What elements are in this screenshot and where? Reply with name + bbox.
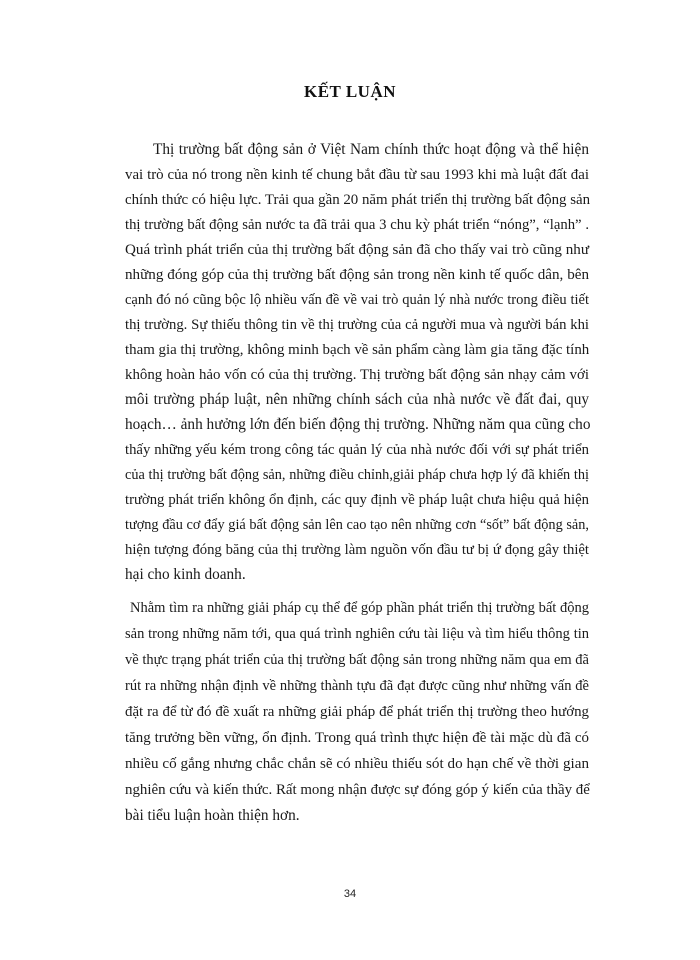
text-line: không hoàn hảo vốn có của thị trường. Thị trường bất động sản nhạy cảm với [125,367,589,383]
text-line: thị trường. Sự thiếu thông tin về thị trường của cả người mua và người bán khi [125,317,589,333]
page-number: 34 [343,888,357,900]
text-line: hoạch… ảnh hưởng lớn đến biến động thị trường. Những năm qua cũng cho [125,416,591,433]
text-line: đặt ra để từ đó đề xuất ra những giải pháp để phát triển thị trường theo hướng [125,704,589,720]
text-line: cạnh đó nó cũng bộc lộ nhiều vấn đề về vai trò quản lý nhà nước trong điều tiết [125,292,589,308]
text-line: tăng trưởng bền vững, ổn định. Trong quá trình thực hiện đề tài mặc dù đã có [125,730,589,746]
text-line: thấy những yếu kém trong công tác quản lý của nhà nước đối với sự phát triển [125,442,589,458]
text-line: về thực trạng phát triển của thị trường bất động sản trong những năm qua em đã [125,652,589,668]
text-line: nghiên cứu và kiến thức. Rất mong nhận được sự đóng góp ý kiến của thầy để [125,782,590,798]
text-line: nhiều cố gắng nhưng chắc chắn sẽ có nhiều thiếu sót do hạn chế về thời gian [125,756,589,772]
text-line: những đóng góp của thị trường bất động sản trong nền kinh tế quốc dân, bên [125,267,589,283]
text-line: bài tiểu luận hoàn thiện hơn. [125,807,300,824]
text-line: hiện tượng đóng băng của thị trường làm nguồn vốn đầu tư bị ứ đọng gây thiệt [125,542,589,558]
text-line: Quá trình phát triển của thị trường bất động sản đã cho thấy vai trò cũng như [125,242,589,258]
page-title: KẾT LUẬN [303,82,396,101]
text-line: sản trong những năm tới, qua quá trình nghiên cứu tài liệu và tìm hiểu thông tin [125,626,589,642]
text-line: chính thức có hiệu lực. Trải qua gần 20 năm phát triển thị trường bất động sản [125,192,591,208]
text-line: tượng đầu cơ đẩy giá bất động sản lên cao tạo nên những cơn “sốt” bất động sản, [125,517,589,533]
text-line: tham gia thị trường, không minh bạch về sản phẩm càng làm gia tăng đặc tính [125,342,590,358]
text-line: môi trường pháp luật, nên những chính sách của nhà nước về đất đai, quy [125,391,589,408]
text-line: thị trường bất động sản nước ta đã trải qua 3 chu kỳ phát triển “nóng”, “lạnh” . [125,217,589,233]
text-line: trường phát triển không ổn định, các quy định về pháp luật chưa hiệu quả hiện [125,492,589,508]
text-line: Nhằm tìm ra những giải pháp cụ thể để góp phần phát triển thị trường bất động [130,600,589,616]
text-line: rút ra những nhận định về những thành tựu đã đạt được cũng như những vấn đề [125,678,589,694]
text-line: Thị trường bất động sản ở Việt Nam chính thức hoạt động và thể hiện [153,141,589,158]
text-line: của thị trường bất động sản, những điều chỉnh,giải pháp chưa hợp lý đã khiến thị [125,467,589,483]
text-line: vai trò của nó trong nền kinh tế chung bắt đầu từ sau 1993 khi mà luật đất đai [125,167,589,183]
text-line: hại cho kinh doanh. [125,566,246,583]
